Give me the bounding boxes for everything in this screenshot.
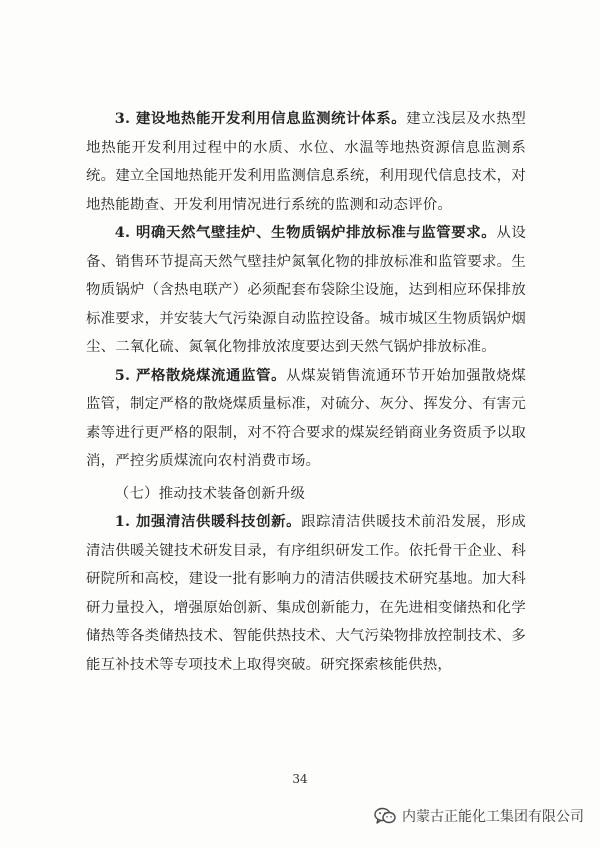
paragraph-5	[86, 362, 526, 476]
paragraph-5-text: 从煤炭销售流通环节开始加强散烧煤监管，制定严格的散烧煤质量标准，对硫分、灰分、挥发分、有害元素等进行更严格的限制，对不符合要求的煤炭经销商业务资质予以取消，严控劣质煤流向农村消费市场。	[86, 367, 526, 469]
paragraph-tech-1-lead: 1. 加强清洁供暖科技创新。	[114, 513, 302, 530]
paragraph-4-text: 从设备、销售环节提高天然气壁挂炉氮氧化物的排放标准和监管要求。生物质锅炉（含热电联产）必须配套布袋除尘设施，达到相应环保排放标准要求，并安装大气污染源自动监控设备。城市城区生物质锅炉烟尘、二氧化硫、氮氧化物排放浓度要达到天然气锅炉排放标准。	[86, 225, 526, 355]
paragraph-5-lead: 5. 严格散烧煤流通监管。	[114, 366, 287, 384]
page-number: 34	[292, 772, 308, 786]
paragraph-3	[86, 105, 526, 219]
wechat-icon	[374, 807, 396, 825]
paragraph-3-lead: 3. 建设地热能开发利用信息监测统计体系。	[114, 110, 407, 127]
paragraph-tech-1-text: 跟踪清洁供暖技术前沿发展，形成清洁供暖关键技术研发目录，有序组织研发工作。依托骨干企业、科研院所和高校，建设一批有影响力的清洁供暖技术研究基地。加大科研力量投入，增强原始创新、集成创新能力，在先进相变储热和化学储热等各类储热技术、智能供热技术、大气污染物排放控制技术、多能互补技术等专项技术上取得突破。研究探索核能供热，	[86, 514, 526, 673]
paragraph-3-text: 建立浅层及水热型地热能开发利用过程中的水质、水位、水温等地热资源信息监测系统。建立全国地热能开发利用监测信息系统，利用现代信息技术，对地热能勘查、开发利用情况进行系统的监测和动态评价。	[86, 111, 526, 213]
paragraph-4	[86, 219, 526, 362]
section-heading: （七）推动技术装备创新升级	[114, 485, 306, 502]
watermark	[374, 806, 584, 826]
document-body	[86, 105, 526, 679]
paragraph-4-lead: 4. 明确天然气壁挂炉、生物质锅炉排放标准与监管要求。	[114, 224, 497, 241]
paragraph-tech-1	[86, 508, 526, 679]
watermark-text: 内蒙古正能化工集团有限公司	[402, 809, 584, 825]
